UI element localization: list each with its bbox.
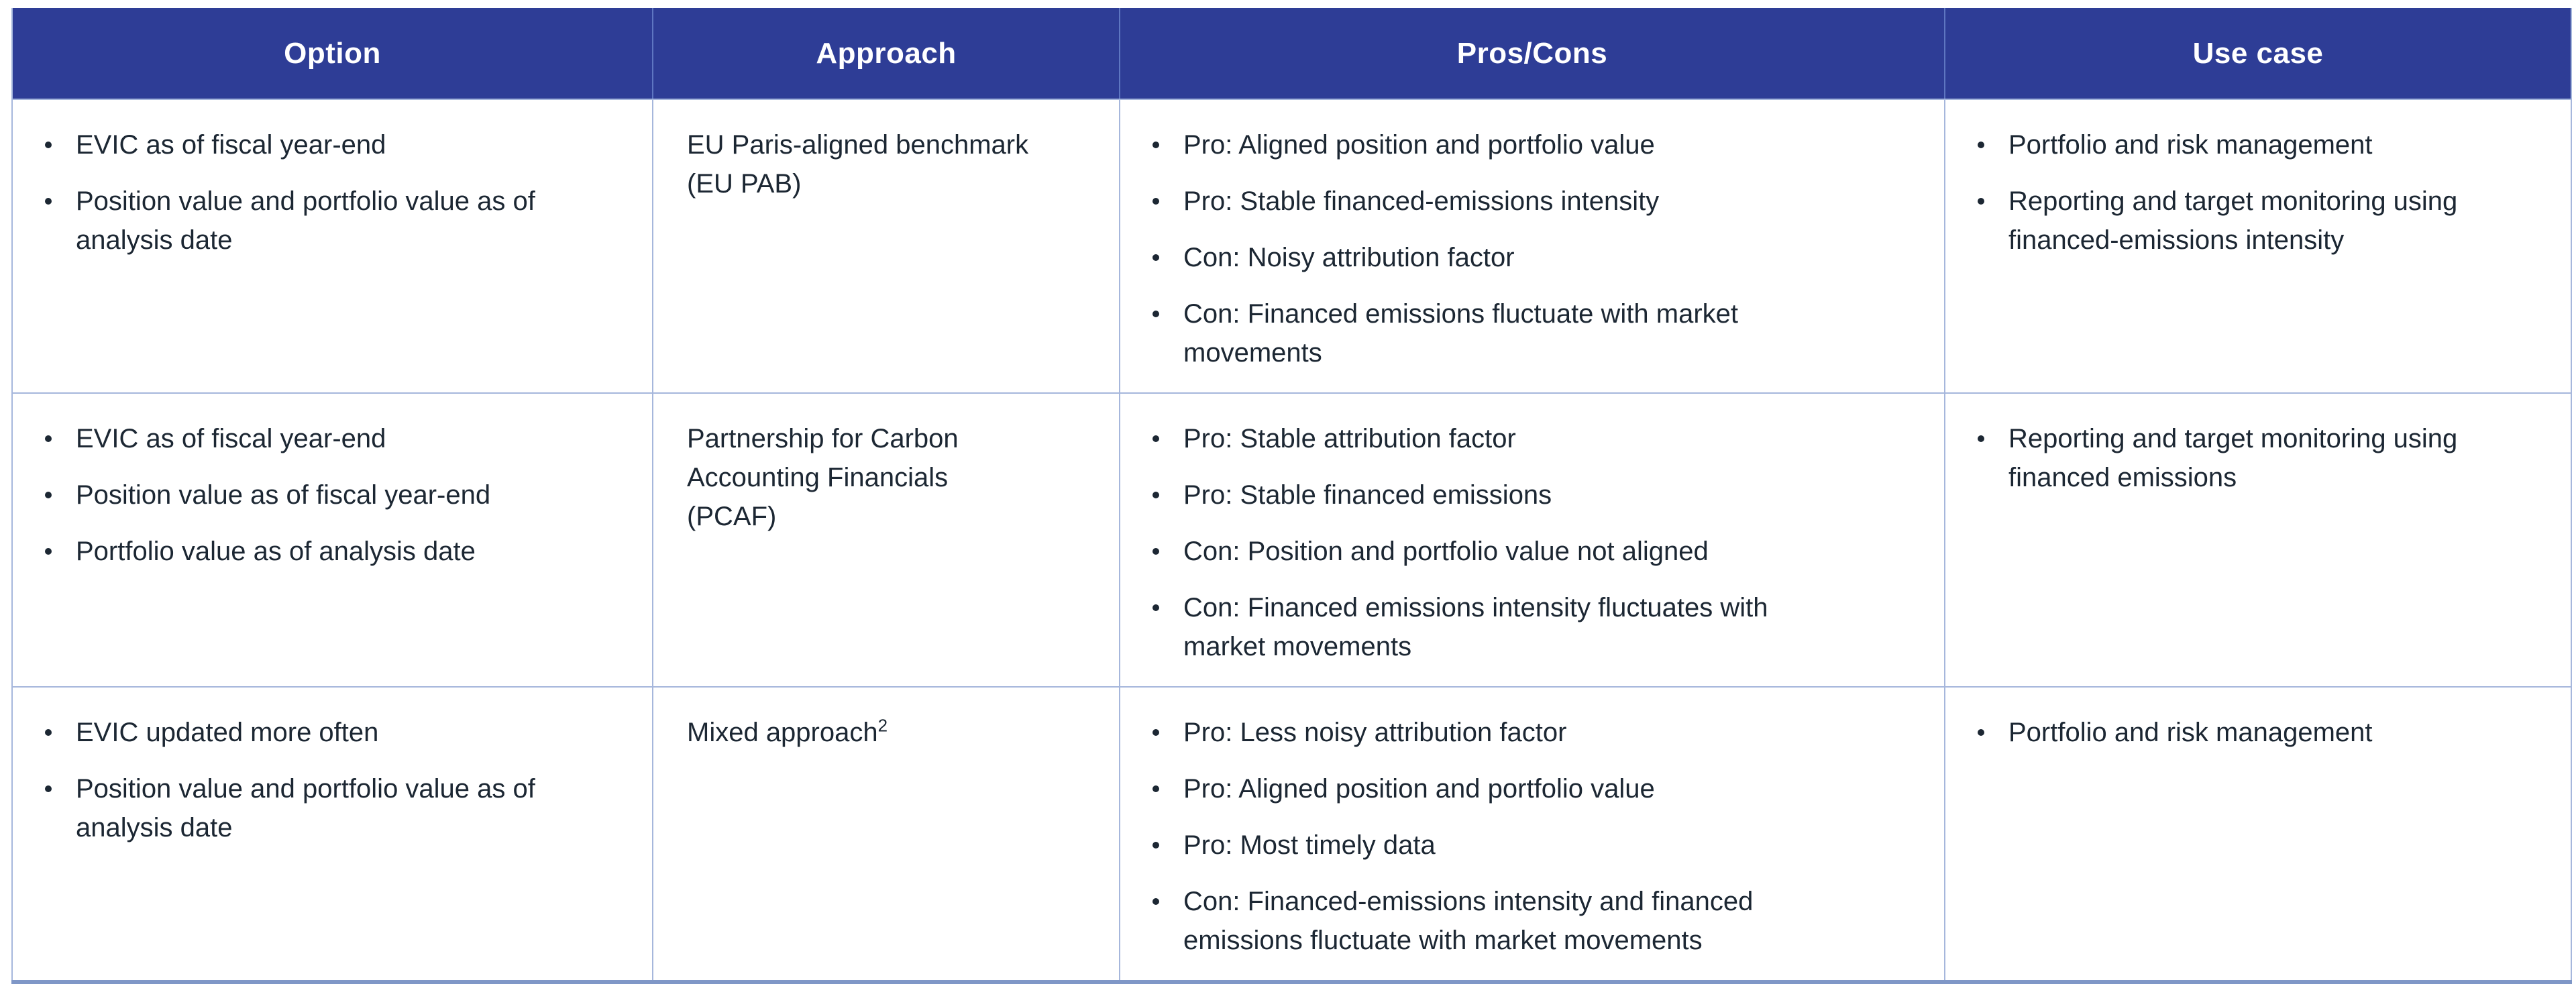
approach-text xyxy=(687,419,1036,536)
use-case-cell xyxy=(1945,393,2571,687)
list-item: Pro: Aligned position and portfolio value xyxy=(1144,769,1854,808)
table-row xyxy=(12,99,2571,393)
use-case-cell xyxy=(1945,99,2571,393)
footnote-marker: 2 xyxy=(877,715,888,736)
list-item: Pro: Aligned position and portfolio value xyxy=(1144,125,1854,164)
list-item: Position value and portfolio value as of analysis date xyxy=(37,769,632,847)
list-item: Portfolio and risk management xyxy=(1970,713,2545,752)
list-item: Portfolio value as of analysis date xyxy=(37,532,632,571)
list-item: Con: Financed emissions fluctuate with market movements xyxy=(1144,294,1854,372)
bullet-list xyxy=(1144,419,1924,666)
approach-cell xyxy=(653,99,1120,393)
bullet-list xyxy=(37,713,632,847)
header-cell-approach: Approach xyxy=(653,8,1120,99)
header-cell-pros-cons: Pros/Cons xyxy=(1120,8,1945,99)
list-item: Reporting and target monitoring using financed-emissions intensity xyxy=(1970,182,2545,260)
header-row xyxy=(12,8,2571,99)
header-cell-option: Option xyxy=(12,8,653,99)
list-item: Reporting and target monitoring using financed emissions xyxy=(1970,419,2545,497)
list-item: Con: Financed-emissions intensity and financed emissions fluctuate with market movements xyxy=(1144,882,1854,960)
comparison-table xyxy=(11,8,2572,984)
list-item: Pro: Stable attribution factor xyxy=(1144,419,1854,458)
approach-label: EU Paris-aligned benchmark (EU PAB) xyxy=(687,130,1029,199)
table-header xyxy=(12,8,2571,99)
bullet-list xyxy=(37,125,632,260)
list-item: Con: Position and portfolio value not aligned xyxy=(1144,532,1854,571)
use-case-cell xyxy=(1945,687,2571,982)
bullet-list xyxy=(1970,419,2551,497)
approach-label: Mixed approach xyxy=(687,718,878,747)
option-cell xyxy=(12,687,653,982)
option-cell xyxy=(12,393,653,687)
pros-cons-cell xyxy=(1120,99,1945,393)
pros-cons-cell xyxy=(1120,393,1945,687)
table-row xyxy=(12,687,2571,982)
pros-cons-cell xyxy=(1120,687,1945,982)
approach-cell xyxy=(653,393,1120,687)
list-item: Pro: Stable financed emissions xyxy=(1144,476,1854,514)
approach-cell xyxy=(653,687,1120,982)
list-item: Pro: Less noisy attribution factor xyxy=(1144,713,1854,752)
bullet-list xyxy=(1970,713,2551,752)
bullet-list xyxy=(1970,125,2551,260)
header-cell-use-case: Use case xyxy=(1945,8,2571,99)
list-item: Portfolio and risk management xyxy=(1970,125,2545,164)
bullet-list xyxy=(37,419,632,571)
option-cell xyxy=(12,99,653,393)
approach-text xyxy=(687,125,1036,203)
approach-label: Partnership for Carbon Accounting Financials (PCAF) xyxy=(687,424,959,531)
list-item: Con: Noisy attribution factor xyxy=(1144,238,1854,277)
list-item: EVIC updated more often xyxy=(37,713,632,752)
list-item: EVIC as of fiscal year-end xyxy=(37,419,632,458)
table-row xyxy=(12,393,2571,687)
list-item: Position value as of fiscal year-end xyxy=(37,476,632,514)
list-item: Position value and portfolio value as of analysis date xyxy=(37,182,632,260)
list-item: Con: Financed emissions intensity fluctuates with market movements xyxy=(1144,588,1854,666)
bullet-list xyxy=(1144,125,1924,372)
list-item: EVIC as of fiscal year-end xyxy=(37,125,632,164)
table-body xyxy=(12,99,2571,982)
list-item: Pro: Stable financed-emissions intensity xyxy=(1144,182,1854,221)
bullet-list xyxy=(1144,713,1924,960)
approach-text xyxy=(687,713,1036,752)
list-item: Pro: Most timely data xyxy=(1144,826,1854,865)
